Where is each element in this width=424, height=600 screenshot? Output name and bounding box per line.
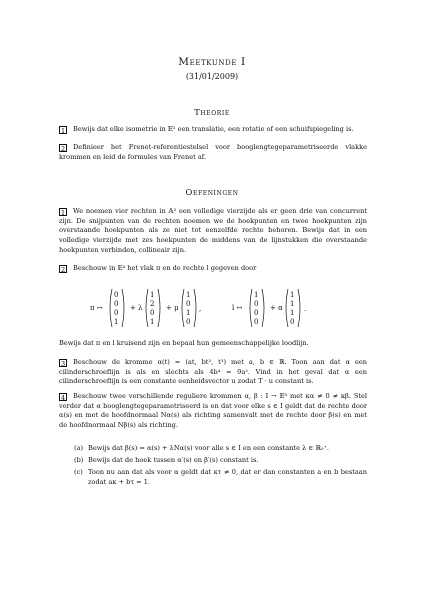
vector-entry: 1 (186, 309, 191, 317)
bracket-left (182, 289, 184, 327)
exercise-2-intro: Beschouw in 𝔼⁴ het vlak π en de rechte l gegeven door (73, 264, 257, 272)
vector-entry: 0 (186, 300, 191, 308)
vector-entry: 0 (114, 291, 119, 299)
document-date: (31/01/2009) (185, 72, 239, 81)
vector-entry: 0 (290, 318, 295, 326)
exercise-1: We noemen vier rechten in 𝔸² een volledige vierzijde als er geen drie van concurrent zijn. De snijpunten van de rechten noemen we de hoekpunten en twee hoekpunten zijn overstaande hoekpunten als ze niet tot eenzelfde rechte behoren. Bewijs dat in een volledige vierzijde met zes hoekpunten de middens van de lijnstukken die overstaande hoekpunten verbinden, collineair zijn. (59, 207, 367, 254)
vector-entry: 0 (150, 309, 155, 317)
plus-mu: + μ (166, 304, 179, 312)
vector-entry: 1 (150, 318, 155, 326)
question-number-box: 2 (60, 145, 66, 153)
vector-entry: 0 (114, 309, 119, 317)
vector-equations (90, 285, 340, 331)
vector-entry: 0 (186, 318, 191, 326)
theory-question-2: Definieer het Frenet-referentiestelsel voor booglengtegeparametriseerde vlakke krommen en leid de formules van Frenet af. (59, 143, 367, 161)
bracket-left (110, 289, 112, 327)
bracket-right (194, 289, 196, 327)
exercise-4: Beschouw twee verschillende reguliere krommen α, β : I → 𝔼³ met κα ≠ 0 ≠ κβ. Stel verder dat α booglengtegeparametriseerd is en dat voor elke s ∈ I geldt dat de rechte door α(s) en met de hoofdnormaal Nα(s) als richting samenvalt met de rechte door β(s) en met de hoofdnormaal Nβ(s) als richting. (59, 392, 367, 430)
theory-question-1: Bewijs dat elke isometrie in 𝔼² een translatie, een rotatie of een schuifspiegeling is. (73, 125, 354, 133)
vector-entry: 1 (186, 291, 191, 299)
pi-label: π ↔ (90, 304, 103, 312)
part-label: (a) (74, 444, 84, 452)
part-text: Bewijs dat de hoek tussen α′(s) en β′(s) constant is. (88, 456, 259, 464)
vector-entry: 1 (114, 318, 119, 326)
question-number-box: 2 (60, 266, 66, 274)
bracket-left (250, 289, 252, 327)
exercise-4-part-c (74, 468, 367, 487)
part-text: Toon nu aan dat als voor α geldt dat κτ ≠ 0, dat er dan constanten a en b bestaan zodat aκ + bτ = 1. (88, 468, 367, 486)
bracket-right (122, 289, 124, 327)
exercise-2-question: Bewijs dat π en l kruisend zijn en bepaal hun gemeenschappelijke loodlijn. (59, 339, 309, 347)
vector-entry: 1 (150, 291, 155, 299)
vector-entry: 0 (114, 300, 119, 308)
question-number-box: 1 (60, 209, 66, 217)
bracket-left (286, 289, 288, 327)
vector-entry: 1 (254, 291, 259, 299)
vector-entry: 0 (254, 309, 259, 317)
exercise-3: Beschouw de kromme α(t) = (at, bt², t³) met a, b ∈ ℝ. Toon aan dat α een cilinderschroeflijn is als en slechts als 4b⁴ = 9a². Vind in het geval dat α een cilinderschroeflijn is een constante eenheidsvector u zodat T · u constant is. (59, 358, 367, 386)
part-text: Bewijs dat β(s) = α(s) + λNα(s) voor alle s ∈ I en een constante λ ∈ ℝ₀⁺. (88, 444, 330, 452)
part-label: (b) (74, 456, 84, 464)
bracket-right (298, 289, 300, 327)
bracket-right (262, 289, 264, 327)
vector-entry: 0 (254, 318, 259, 326)
bracket-right (158, 289, 160, 327)
question-number-box: 1 (60, 127, 66, 135)
vector-entry: 1 (290, 291, 295, 299)
document-title: Meetkunde I (178, 56, 246, 68)
vector-entry: 1 (290, 300, 295, 308)
part-label: (c) (74, 468, 83, 476)
l-label: l ↔ (232, 304, 243, 312)
section-heading-theory: Theorie (194, 108, 230, 118)
vector-entry: 1 (290, 309, 295, 317)
svg-text:.: . (304, 305, 307, 313)
section-heading-exercises: Oefeningen (185, 188, 239, 198)
plus-lambda: + λ (130, 304, 143, 312)
vector-entry: 0 (254, 300, 259, 308)
svg-text:,: , (199, 305, 202, 313)
exercise-4-part-a (74, 444, 367, 454)
plus-alpha: + α (270, 304, 283, 312)
question-number-box: 3 (60, 360, 66, 368)
vector-entry: 2 (150, 300, 155, 308)
question-number-box: 4 (60, 394, 66, 402)
bracket-left (146, 289, 148, 327)
exercise-4-part-b (74, 456, 367, 466)
